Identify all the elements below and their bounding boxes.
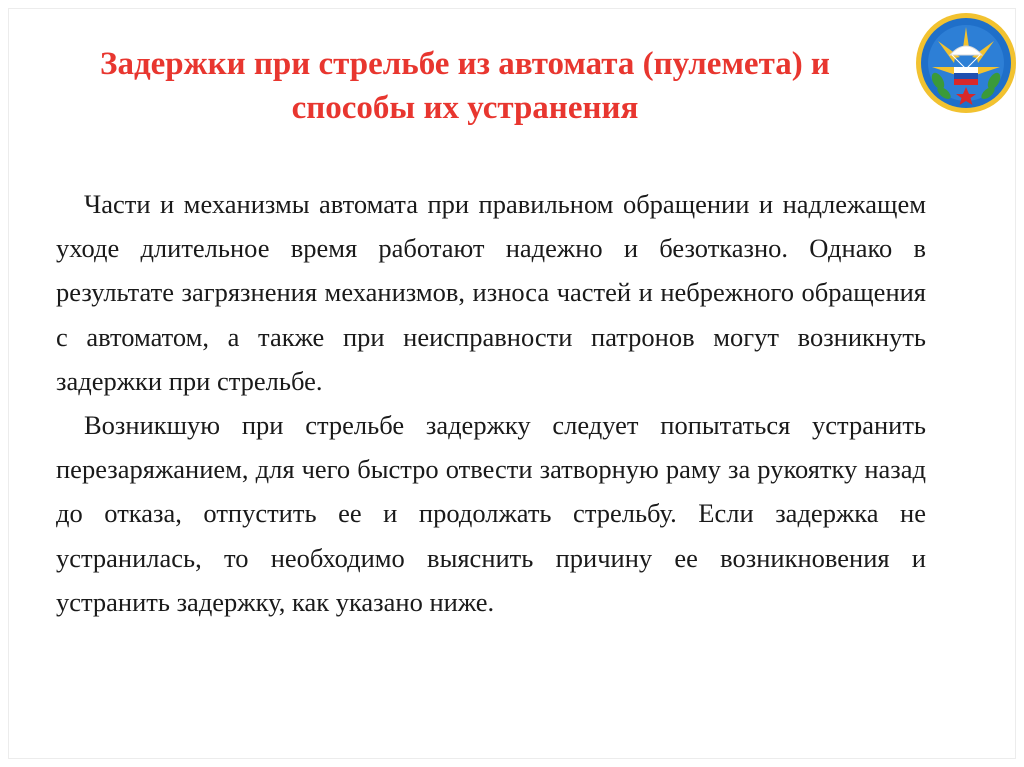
paragraph-1: Части и механизмы автомата при правильном обращении и надлежащем уходе длительное время работают надежно и безотказно. Однако в результате загрязнения механизмов, износа частей и небрежного обращения с автоматом, а также при неисправности патронов могут возникнуть задержки при стрельбе. xyxy=(56,189,926,396)
slide-title xyxy=(40,42,890,130)
title-line-2: способы их устранения xyxy=(291,90,639,126)
paragraph-2: Возникшую при стрельбе задержку следует попытаться устранить перезаряжанием, для чего быстро отвести затворную раму за рукоятку назад до отказа, отпустить ее и продолжать стрельбу. Если задержка не устранилась, то необходимо выяснить причину ее возникновения и устранить задержку, как указано ниже. xyxy=(56,410,926,617)
military-emblem-icon xyxy=(914,11,1018,115)
body-text xyxy=(56,182,926,624)
title-line-1: Задержки при стрельбе из автомата (пулемета) и xyxy=(100,46,830,82)
